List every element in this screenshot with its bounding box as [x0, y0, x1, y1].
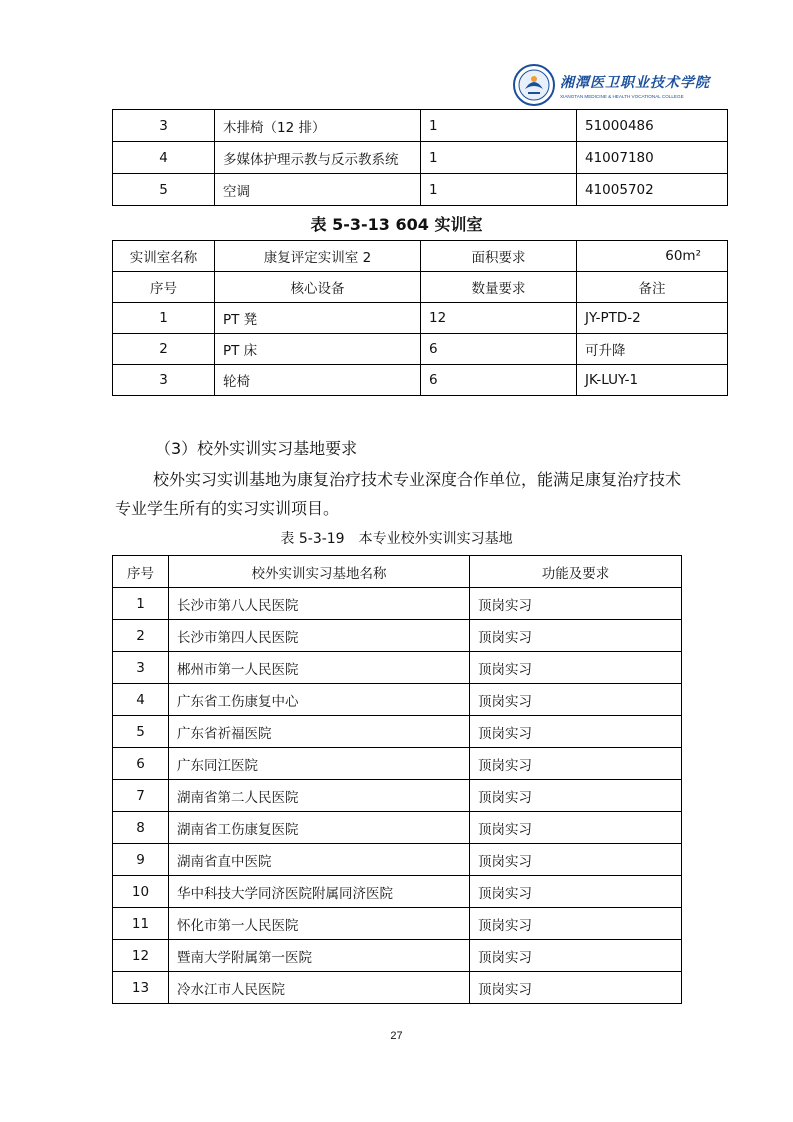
table-cell: 顶岗实习	[470, 620, 682, 652]
table-row	[113, 365, 728, 396]
column-header: 校外实训实习基地名称	[169, 556, 470, 588]
table-row	[113, 716, 682, 748]
table-cell: 顶岗实习	[470, 588, 682, 620]
table-cell: 1	[113, 588, 169, 620]
training-room-604-table	[112, 240, 728, 396]
table-cell: 11	[113, 908, 169, 940]
table-cell: 广东省祈福医院	[169, 716, 470, 748]
table-cell: 1	[421, 110, 577, 142]
column-header: 核心设备	[215, 272, 421, 303]
table-cell: 可升降	[577, 334, 728, 365]
table-row	[113, 588, 682, 620]
table-cell: 顶岗实习	[470, 940, 682, 972]
table-cell: 3	[113, 652, 169, 684]
table-caption: 表 5-3-13 604 实训室	[310, 215, 483, 234]
table-cell: 顶岗实习	[470, 844, 682, 876]
table-row	[113, 748, 682, 780]
table-cell: 2	[113, 334, 215, 365]
table-cell: 4	[113, 142, 215, 174]
table-info-row	[113, 241, 728, 272]
table-row	[113, 972, 682, 1004]
paragraph-line: 校外实习实训基地为康复治疗技术专业深度合作单位，能满足康复治疗技术	[153, 470, 682, 489]
table-cell: 湖南省直中医院	[169, 844, 470, 876]
table-cell: 冷水江市人民医院	[169, 972, 470, 1004]
table-row	[113, 844, 682, 876]
table-cell: 顶岗实习	[470, 780, 682, 812]
table-cell: 3	[113, 110, 215, 142]
table-cell: PT 床	[215, 334, 421, 365]
column-header: 备注	[577, 272, 728, 303]
table-caption: 表 5-3-19 本专业校外实训实习基地	[280, 531, 513, 547]
table-cell: 6	[421, 365, 577, 396]
column-header: 功能及要求	[470, 556, 682, 588]
table-cell: 1	[421, 174, 577, 206]
column-header: 序号	[113, 272, 215, 303]
table-cell: 3	[113, 365, 215, 396]
table-cell: 广东同江医院	[169, 748, 470, 780]
table-cell: 12	[113, 940, 169, 972]
table-cell: 顶岗实习	[470, 716, 682, 748]
paragraph-line: 专业学生所有的实习实训项目。	[115, 499, 340, 518]
area-label: 面积要求	[421, 241, 577, 272]
table-cell: 顶岗实习	[470, 748, 682, 780]
table-cell: 湖南省工伤康复医院	[169, 812, 470, 844]
room-name-value: 康复评定实训室 2	[215, 241, 421, 272]
table-cell: 木排椅（12 排）	[215, 110, 421, 142]
table-cell: 41005702	[577, 174, 728, 206]
college-name-cn: 湘潭医卫职业技术学院	[560, 74, 710, 91]
table-header-row	[113, 272, 728, 303]
table-row	[113, 940, 682, 972]
table-cell: 41007180	[577, 142, 728, 174]
table-cell: 轮椅	[215, 365, 421, 396]
table-cell: 5	[113, 716, 169, 748]
table-cell: 10	[113, 876, 169, 908]
table-row	[113, 780, 682, 812]
table-row	[113, 620, 682, 652]
table-cell: 1	[421, 142, 577, 174]
table-cell: 2	[113, 620, 169, 652]
table-row	[113, 142, 728, 174]
table-cell: 5	[113, 174, 215, 206]
table-cell: 湖南省第二人民医院	[169, 780, 470, 812]
table-row	[113, 812, 682, 844]
college-emblem-icon	[512, 63, 556, 107]
off-campus-base-table	[112, 555, 682, 1004]
table-cell: 顶岗实习	[470, 908, 682, 940]
table-cell: 顶岗实习	[470, 684, 682, 716]
table-cell: 多媒体护理示教与反示教系统	[215, 142, 421, 174]
table-cell: PT 凳	[215, 303, 421, 334]
column-header: 数量要求	[421, 272, 577, 303]
equipment-table-continued	[112, 109, 728, 206]
table-cell: JK-LUY-1	[577, 365, 728, 396]
table-row	[113, 652, 682, 684]
table-header-row	[113, 556, 682, 588]
page-number: 27	[390, 1030, 403, 1042]
column-header: 序号	[113, 556, 169, 588]
table-cell: 顶岗实习	[470, 652, 682, 684]
table-cell: 6	[421, 334, 577, 365]
table-cell: 1	[113, 303, 215, 334]
table-cell: 暨南大学附属第一医院	[169, 940, 470, 972]
table-row	[113, 876, 682, 908]
table-cell: 8	[113, 812, 169, 844]
table-cell: 长沙市第八人民医院	[169, 588, 470, 620]
table-cell: 广东省工伤康复中心	[169, 684, 470, 716]
table-row	[113, 908, 682, 940]
college-name-en: XIANGTAN MEDICINE & HEALTH VOCATIONAL COLLEGE	[560, 93, 684, 99]
table-cell: 空调	[215, 174, 421, 206]
table-row	[113, 334, 728, 365]
area-value: 60m²	[577, 241, 728, 272]
table-cell: 华中科技大学同济医院附属同济医院	[169, 876, 470, 908]
table-cell: 顶岗实习	[470, 972, 682, 1004]
table-cell: 顶岗实习	[470, 812, 682, 844]
table-cell: 7	[113, 780, 169, 812]
table-row	[113, 110, 728, 142]
section-heading: （3）校外实训实习基地要求	[155, 439, 358, 458]
table-cell: 郴州市第一人民医院	[169, 652, 470, 684]
table-row	[113, 684, 682, 716]
table-cell: 9	[113, 844, 169, 876]
table-cell: 6	[113, 748, 169, 780]
table-cell: 顶岗实习	[470, 876, 682, 908]
room-name-label: 实训室名称	[113, 241, 215, 272]
table-cell: JY-PTD-2	[577, 303, 728, 334]
table-cell: 12	[421, 303, 577, 334]
table-cell: 13	[113, 972, 169, 1004]
table-cell: 长沙市第四人民医院	[169, 620, 470, 652]
table-row	[113, 303, 728, 334]
table-row	[113, 174, 728, 206]
college-logo	[512, 62, 710, 108]
table-cell: 怀化市第一人民医院	[169, 908, 470, 940]
table-cell: 4	[113, 684, 169, 716]
table-cell: 51000486	[577, 110, 728, 142]
